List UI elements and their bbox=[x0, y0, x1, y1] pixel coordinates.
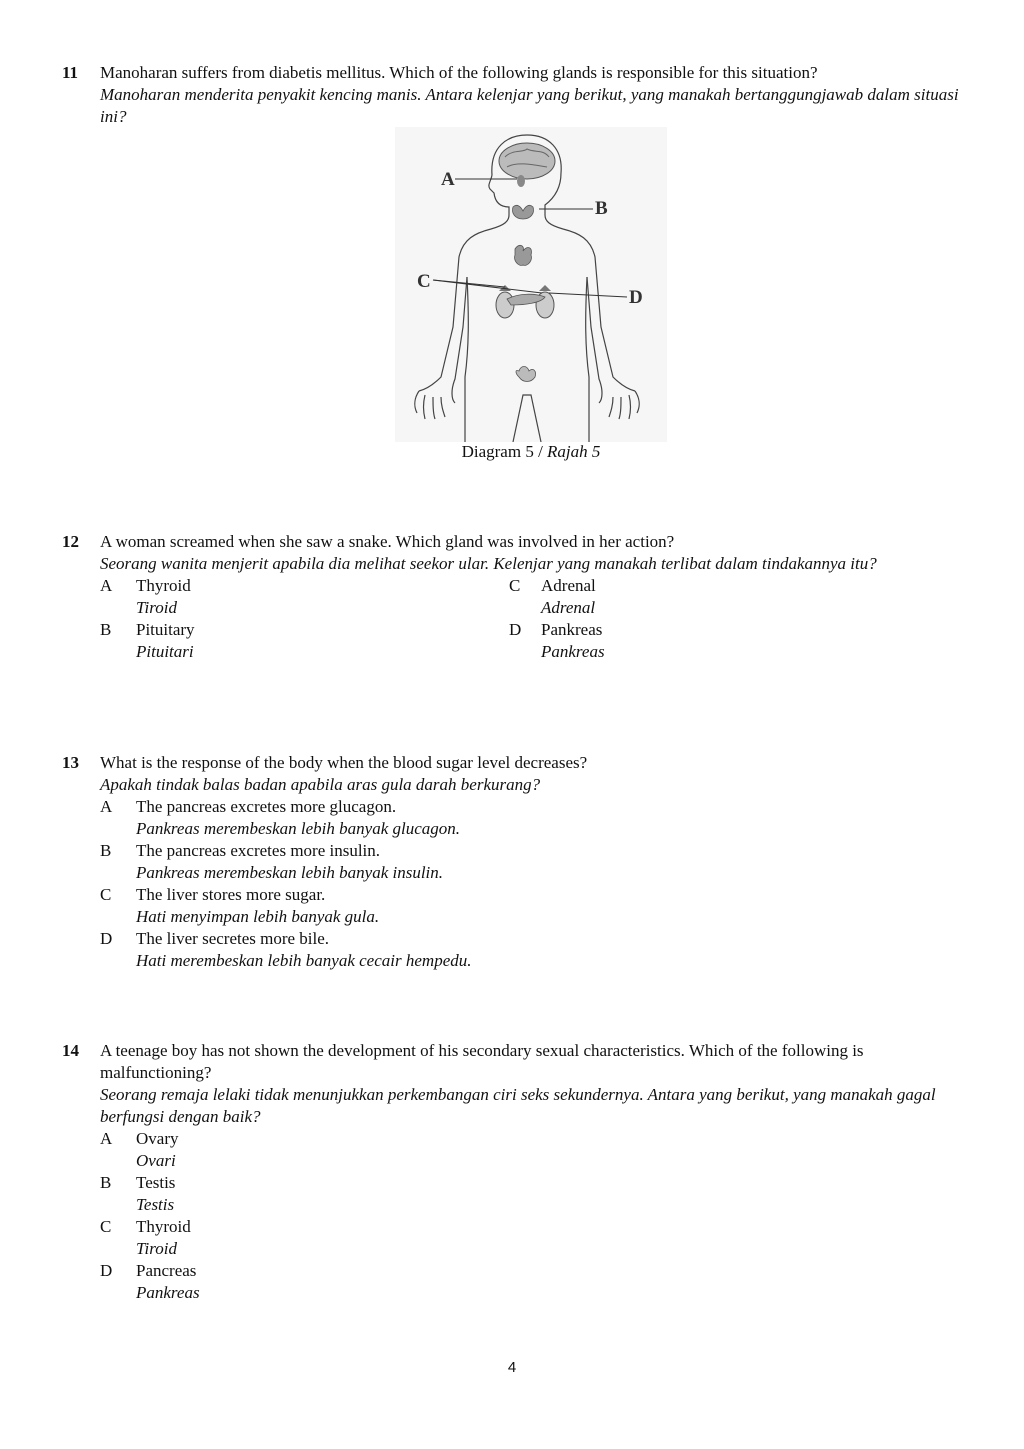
thyroid-gland bbox=[512, 205, 533, 219]
diagram-label-a: A bbox=[441, 169, 455, 190]
human-body-outline bbox=[395, 127, 667, 442]
question-text-malay: Apakah tindak balas badan apabila aras gula darah berkurang? bbox=[100, 775, 541, 794]
question-12 bbox=[62, 531, 962, 663]
thymus-gland bbox=[515, 245, 532, 265]
question-number: 13 bbox=[62, 753, 79, 772]
option-b: B The pancreas excretes more insulin. Pankreas merembeskan lebih banyak insulin. bbox=[100, 841, 444, 882]
option-a: A The pancreas excretes more glucagon. Pankreas merembeskan lebih banyak glucagon. bbox=[100, 797, 461, 838]
question-text-malay: Manoharan menderita penyakit kencing manis. Antara kelenjar yang berikut, yang manakah bertanggungjawab dalam situasi ini? bbox=[100, 85, 959, 126]
endocrine-gland-diagram bbox=[395, 127, 667, 442]
option-b: B Testis Testis bbox=[100, 1173, 176, 1214]
question-text: A woman screamed when she saw a snake. Which gland was involved in her action? bbox=[100, 532, 675, 551]
diagram-label-b: B bbox=[595, 198, 608, 219]
brain-pituitary bbox=[499, 143, 555, 187]
option-d: D The liver secretes more bile. Hati merembeskan lebih banyak cecair hempedu. bbox=[100, 929, 472, 970]
option-c: C Adrenal Adrenal bbox=[509, 576, 596, 617]
question-13 bbox=[62, 752, 962, 972]
question-text-malay: Seorang remaja lelaki tidak menunjukkan perkembangan ciri seks sekundernya. Antara yang berikut, yang manakah gagal berfungsi dengan baik? bbox=[100, 1085, 936, 1126]
kidneys-adrenal-pancreas bbox=[496, 285, 554, 318]
page-number: 4 bbox=[507, 1359, 517, 1376]
diagram-caption: Diagram 5 / Rajah 5 bbox=[461, 442, 601, 461]
diagram-label-d: D bbox=[629, 287, 643, 308]
option-b: B Pituitary Pituitari bbox=[100, 620, 195, 661]
question-number: 11 bbox=[62, 63, 79, 82]
question-text-malay: Seorang wanita menjerit apabila dia melihat seekor ular. Kelenjar yang manakah terlibat dalam tindakannya itu? bbox=[100, 554, 877, 573]
question-text: A teenage boy has not shown the development of his secondary sexual characteristics. Which of the following is malfunctioning? bbox=[100, 1041, 864, 1082]
option-a: A Thyroid Tiroid bbox=[100, 576, 191, 617]
question-text: Manoharan suffers from diabetis mellitus. Which of the following glands is responsible for this situation? bbox=[100, 63, 818, 82]
question-number: 12 bbox=[62, 532, 79, 551]
option-c: C Thyroid Tiroid bbox=[100, 1217, 191, 1258]
gonads bbox=[516, 367, 536, 382]
question-text: What is the response of the body when the blood sugar level decreases? bbox=[100, 753, 588, 772]
question-14 bbox=[62, 1040, 962, 1304]
question-11 bbox=[62, 62, 962, 128]
option-d: D Pancreas Pankreas bbox=[100, 1261, 200, 1302]
option-c: C The liver stores more sugar. Hati menyimpan lebih banyak gula. bbox=[100, 885, 380, 926]
diagram-label-c: C bbox=[417, 271, 431, 292]
question-number: 14 bbox=[62, 1041, 79, 1060]
option-d: D Pankreas Pankreas bbox=[509, 620, 605, 661]
answer-options bbox=[100, 575, 962, 663]
option-a: A Ovary Ovari bbox=[100, 1129, 179, 1170]
